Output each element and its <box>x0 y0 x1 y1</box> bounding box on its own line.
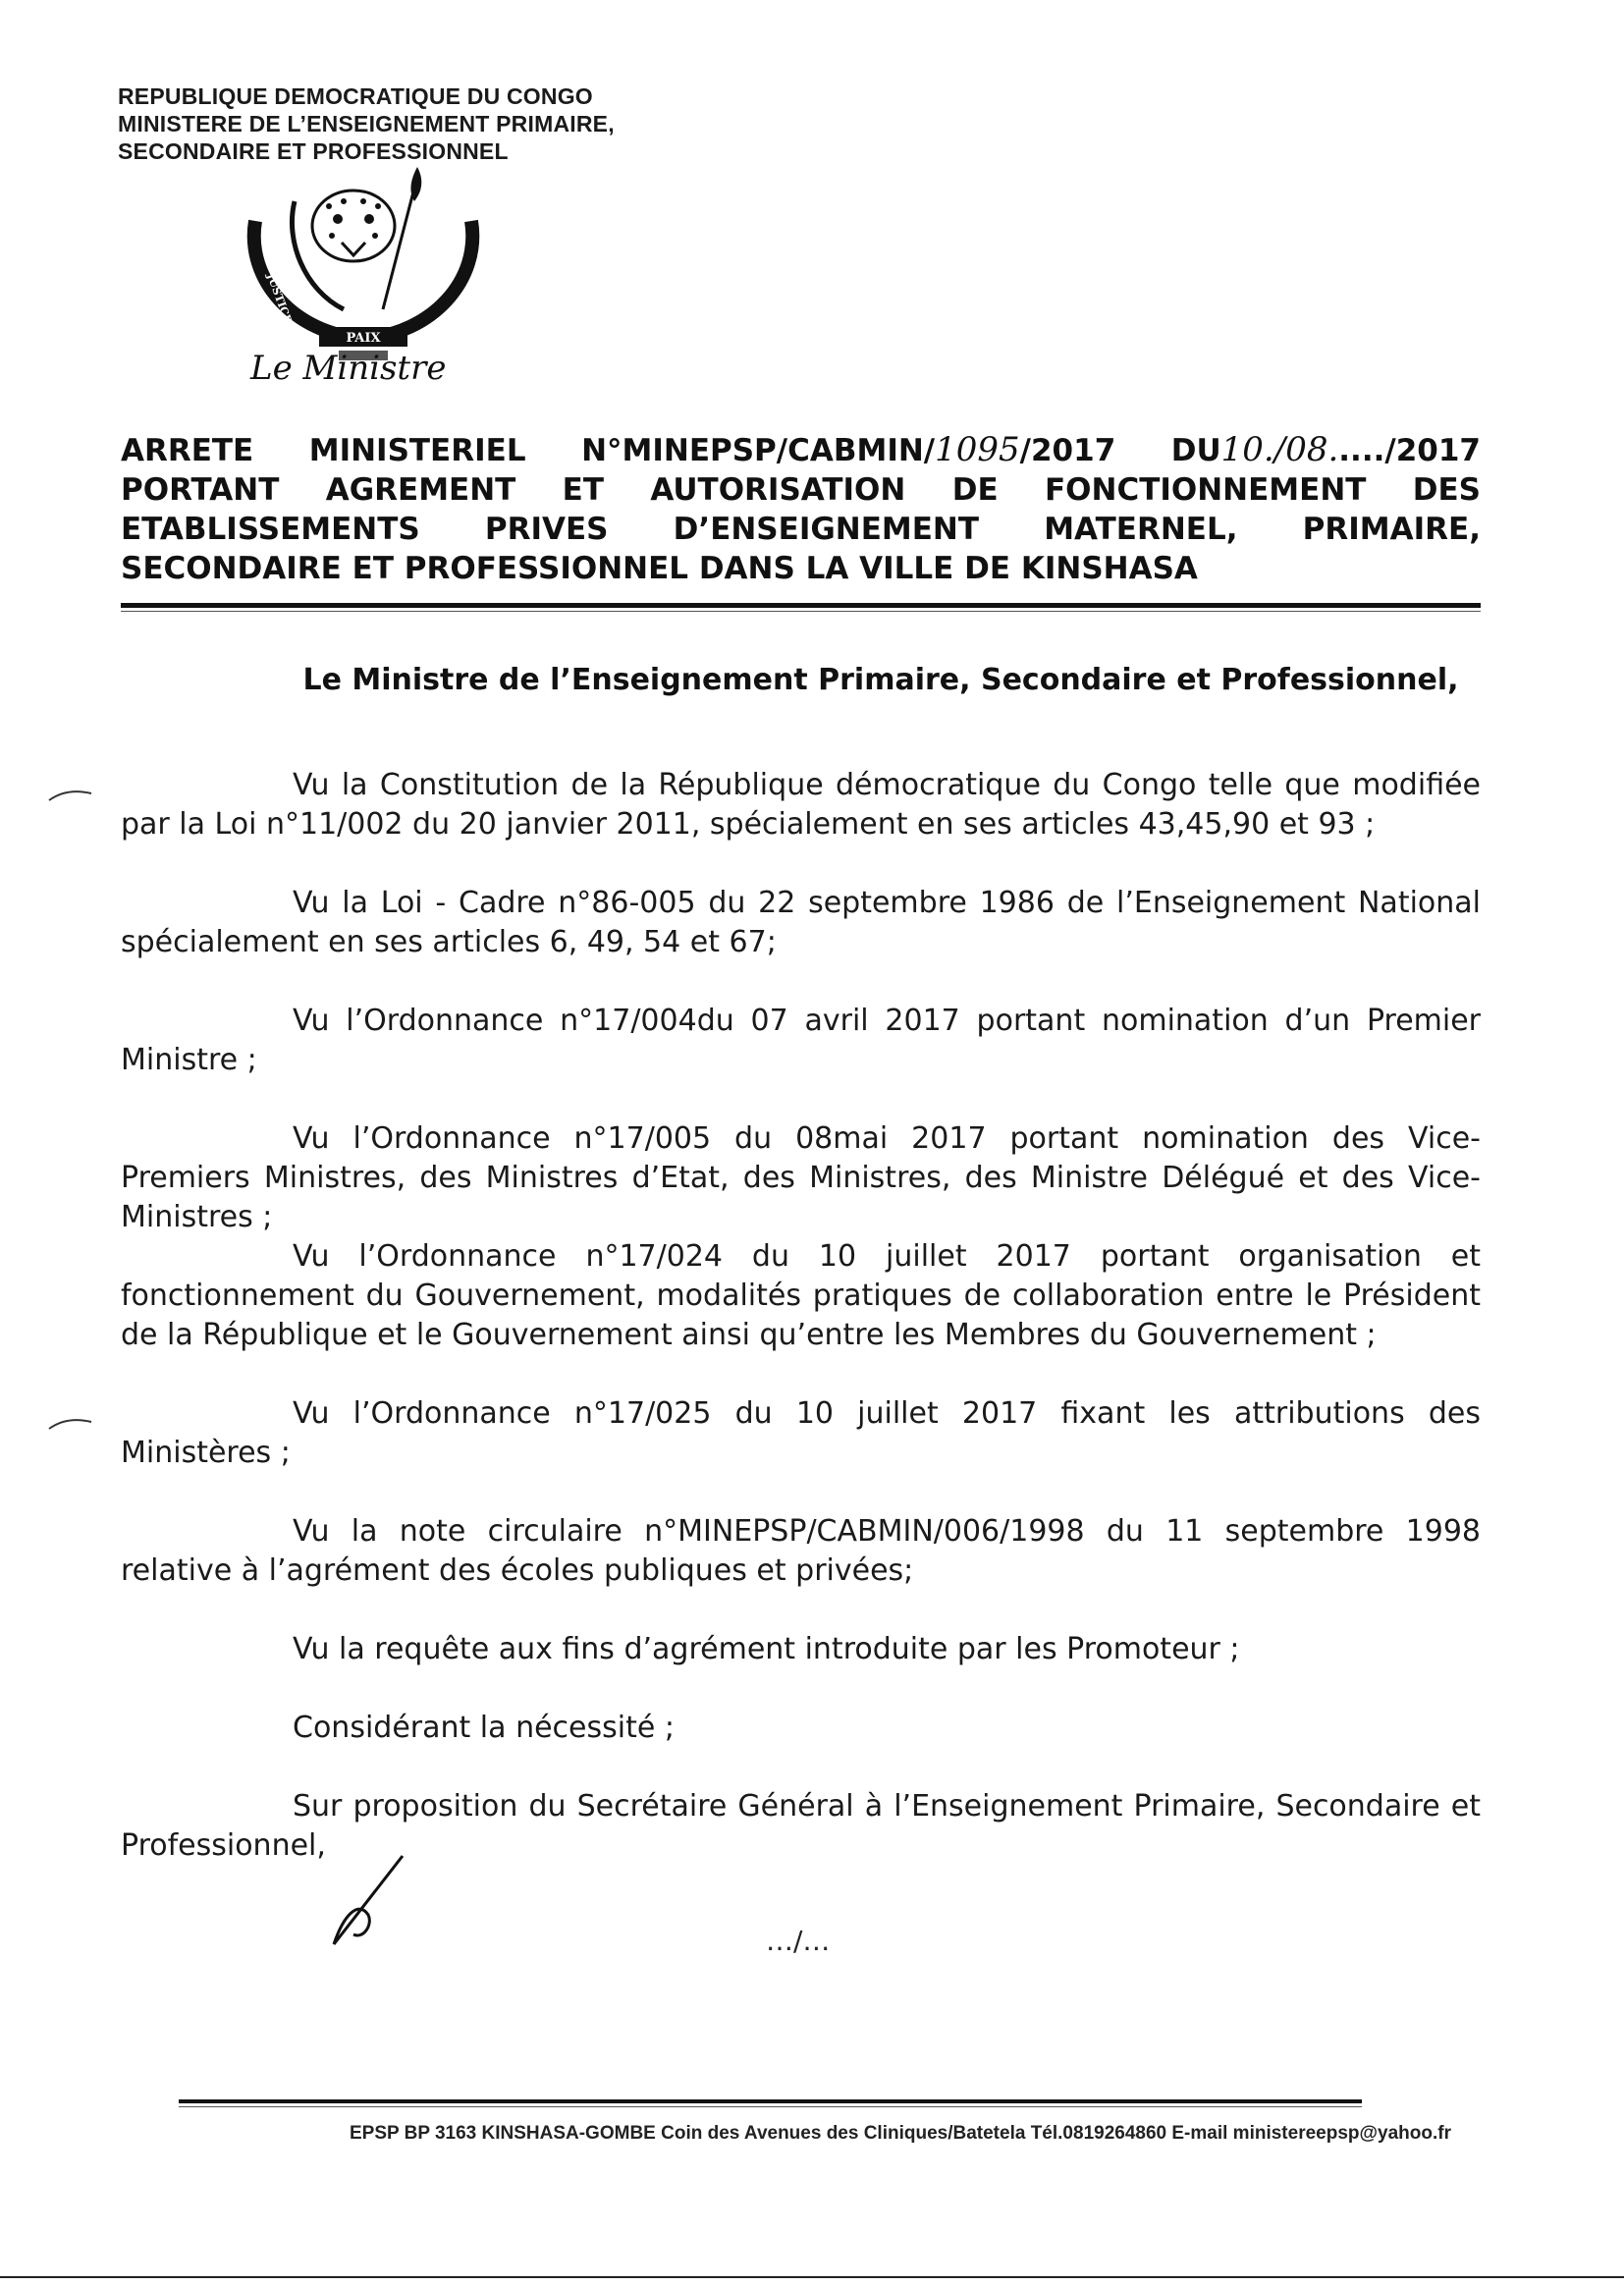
paragraph-ordonnance-025: Vu l’Ordonnance n°17/025 du 10 juillet 2017 fixant les attributions des Ministères ; <box>121 1396 1481 1470</box>
footer-contact: EPSP BP 3163 KINSHASA-GOMBE Coin des Avenues des Cliniques/Batetela Tél.0819264860 E-mail ministereepsp@yahoo.fr <box>350 2123 1451 2144</box>
handwritten-date: 10./08. <box>1220 430 1339 469</box>
decree-title <box>121 430 1481 588</box>
signature-title: Le Ministre <box>250 349 447 388</box>
paragraph-constitution: Vu la Constitution de la République démocratique du Congo telle que modifiée par la Loi n°11/002 du 20 janvier 2011, spécialement en ses articles 43,45,90 et 93 ; <box>121 768 1481 842</box>
decree-title-line-3: ETABLISSEMENTS PRIVES D’ENSEIGNEMENT MATERNEL, PRIMAIRE, <box>121 512 1481 547</box>
header-ministry: MINISTERE DE L’ENSEIGNEMENT PRIMAIRE, <box>118 111 615 136</box>
handwritten-initials <box>314 1846 422 1954</box>
paragraph-considerant: Considérant la nécessité ; <box>293 1711 675 1745</box>
emblem-right-text: TRAVAIL <box>444 187 475 243</box>
paragraph-ordonnance-004: Vu l’Ordonnance n°17/004du 07 avril 2017 portant nomination d’un Premier Ministre ; <box>121 1004 1481 1077</box>
title-divider-thin <box>121 611 1481 612</box>
minister-heading: Le Ministre de l’Enseignement Primaire, Secondaire et Professionnel, <box>302 663 1459 697</box>
decree-title-line-1: ARRETE MINISTERIEL N°MINEPSP/CABMIN/1095/2017 DU10./08...../2017 <box>121 430 1481 469</box>
paragraph-requete: Vu la requête aux fins d’agrément introduite par les Promoteur ; <box>293 1632 1240 1666</box>
decree-title-line-4: SECONDAIRE ET PROFESSIONNEL DANS LA VILLE DE KINSHASA <box>121 551 1198 586</box>
paragraph-ordonnance-024: Vu l’Ordonnance n°17/024 du 10 juillet 2017 portant organisation et fonctionnement du Gouvernement, modalités pratiques de collaboration entre le Président de la République et le Gouvernement ainsi qu’entre les Membres du Gouvernement ; <box>121 1239 1481 1352</box>
paragraph-ordonnance-005: Vu l’Ordonnance n°17/005 du 08mai 2017 portant nomination des Vice-Premiers Ministres, des Ministres d’Etat, des Ministres, des Ministre Délégué et des Vice-Ministres ; <box>121 1121 1481 1234</box>
paragraph-note-circulaire: Vu la note circulaire n°MINEPSP/CABMIN/006/1998 du 11 septembre 1998 relative à l’agrément des écoles publiques et privées; <box>121 1514 1481 1588</box>
footer-divider <box>179 2099 1362 2103</box>
margin-mark <box>47 786 96 805</box>
footer-divider-thin <box>179 2106 1362 2107</box>
continuation-mark: …/… <box>766 1925 831 1957</box>
handwritten-number: 1095 <box>935 430 1020 469</box>
title-divider <box>121 603 1481 608</box>
page-bottom-edge <box>0 2276 1624 2278</box>
coat-of-arms-emblem <box>236 162 491 363</box>
margin-mark <box>47 1414 96 1434</box>
paragraph-loi-cadre: Vu la Loi - Cadre n°86-005 du 22 septembre 1986 de l’Enseignement National spécialement en ses articles 6, 49, 54 et 67; <box>121 886 1481 959</box>
header-ministry-cont: SECONDAIRE ET PROFESSIONNEL <box>118 138 509 164</box>
paragraph-proposition: Sur proposition du Secrétaire Général à l’Enseignement Primaire, Secondaire et Professionnel, <box>121 1789 1481 1863</box>
emblem-banner-text: PAIX <box>346 331 381 346</box>
header-republic: REPUBLIQUE DEMOCRATIQUE DU CONGO <box>118 83 593 109</box>
emblem-left-text: JUSTICE <box>264 271 295 326</box>
decree-title-line-2: PORTANT AGREMENT ET AUTORISATION DE FONCTIONNEMENT DES <box>121 472 1481 508</box>
